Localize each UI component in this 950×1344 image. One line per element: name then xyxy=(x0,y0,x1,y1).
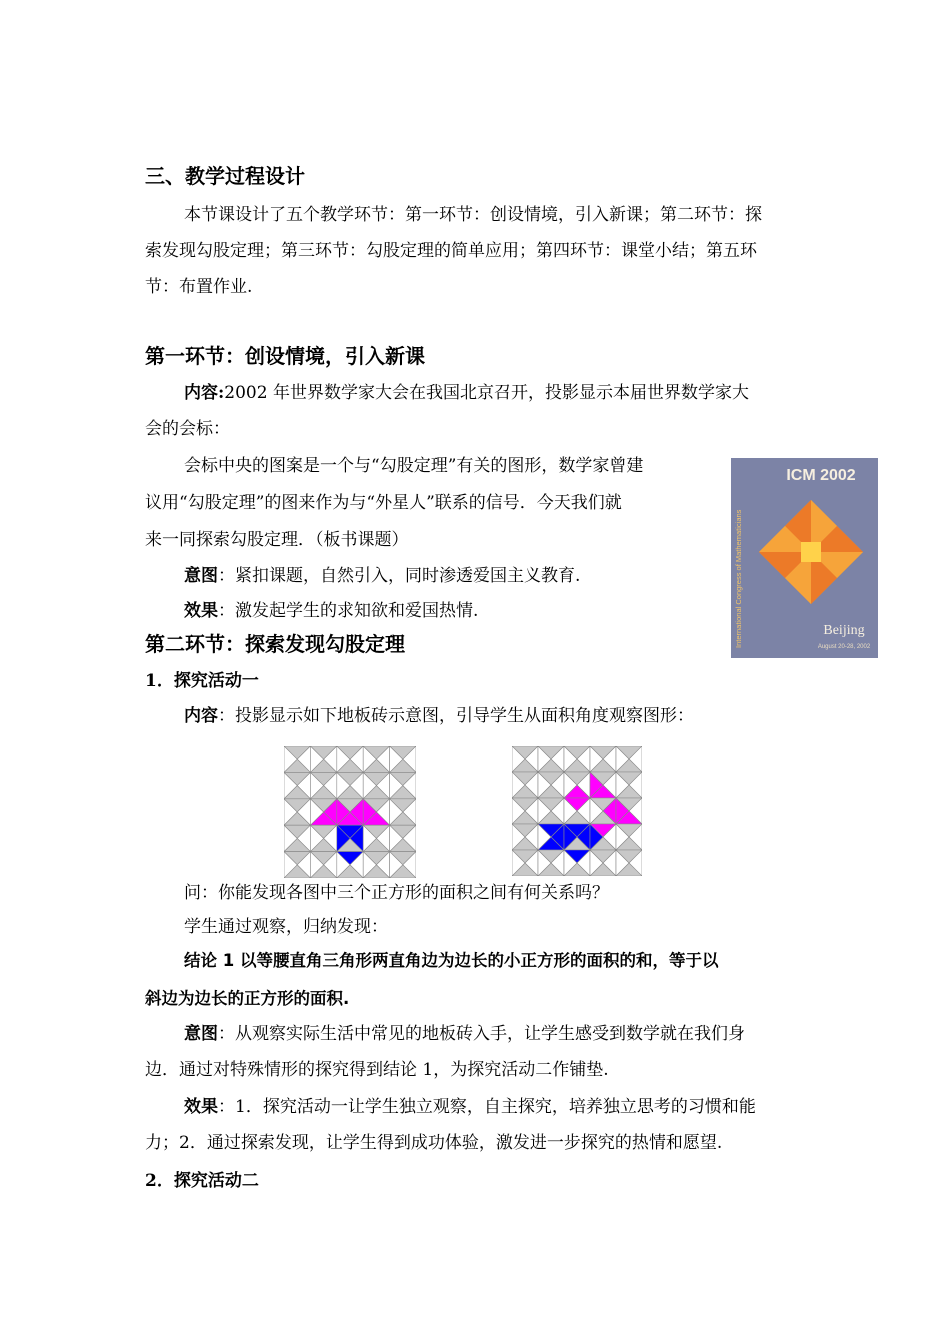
content-text: ：投影显示如下地板砖示意图，引导学生从面积角度观察图形： xyxy=(218,706,694,726)
part1-intent xyxy=(184,561,580,586)
part1-content-line2: 会的会标： xyxy=(145,419,230,439)
content-label: 内容: xyxy=(184,383,225,403)
intro-line-2: 索发现勾股定理；第三环节：勾股定理的简单应用；第四环节：课堂小结；第五环 xyxy=(145,241,757,261)
logo-side-text: International Congress of Mathematicians xyxy=(734,509,743,648)
part2-heading: 第二环节：探索发现勾股定理 xyxy=(145,632,405,656)
content-text: 2002 年世界数学家大会在我国北京召开，投影显示本届世界数学家大 xyxy=(224,383,749,403)
intent-label: 意图 xyxy=(184,566,218,586)
floor-tile-figure-1 xyxy=(284,746,416,878)
logo-title: ICM 2002 xyxy=(786,467,856,484)
conclusion-line-2: 斜边为边长的正方形的面积. xyxy=(145,989,350,1008)
effect-text: ：1．探究活动一让学生独立观察，自主探究，培养独立思考的习惯和能 xyxy=(218,1097,756,1117)
effect-label: 效果 xyxy=(184,601,218,621)
activity1-effect xyxy=(184,1092,756,1117)
logo-date: August 20-28, 2002 xyxy=(817,644,871,650)
logo-center-square xyxy=(801,542,821,562)
effect-label: 效果 xyxy=(184,1097,218,1117)
part1-desc-line-2: 议用“勾股定理”的图来作为与“外星人”联系的信号．今天我们就 xyxy=(145,493,622,513)
activity2-heading: 2．探究活动二 xyxy=(145,1171,259,1191)
activity1-heading: 1．探究活动一 xyxy=(145,671,259,691)
intro-line-1: 本节课设计了五个教学环节：第一环节：创设情境，引入新课；第二环节：探 xyxy=(184,205,762,225)
part1-effect xyxy=(184,596,478,621)
part1-desc-line-3: 来一同探索勾股定理．（板书课题） xyxy=(145,530,409,550)
floor-tile-figure-2 xyxy=(512,746,642,876)
content-label: 内容 xyxy=(184,706,218,726)
logo-city: Beijing xyxy=(823,623,865,638)
activity1-intent xyxy=(184,1019,745,1044)
question-text: 问：你能发现各图中三个正方形的面积之间有何关系吗？ xyxy=(184,883,609,903)
activity1-intent-line-2: 边．通过对特殊情形的探究得到结论 1，为探究活动二作铺垫. xyxy=(145,1060,609,1080)
observe-text: 学生通过观察，归纳发现： xyxy=(184,917,388,937)
activity1-content xyxy=(184,701,694,726)
part1-heading: 第一环节：创设情境，引入新课 xyxy=(145,344,425,368)
activity1-effect-line-2: 力；2．通过探索发现，让学生得到成功体验，激发进一步探究的热情和愿望. xyxy=(145,1133,723,1153)
icm-2002-logo-image xyxy=(731,458,878,658)
effect-text: ：激发起学生的求知欲和爱国热情. xyxy=(218,601,479,621)
conclusion-line-1: 结论 1 以等腰直角三角形两直角边为边长的小正方形的面积的和，等于以 xyxy=(184,951,719,970)
section-heading: 三、教学过程设计 xyxy=(145,164,305,188)
intent-label: 意图 xyxy=(184,1024,218,1044)
part1-desc-line-1: 会标中央的图案是一个与“勾股定理”有关的图形，数学家曾建 xyxy=(184,456,644,476)
part1-content xyxy=(184,378,749,403)
intro-line-3: 节：布置作业. xyxy=(145,277,253,297)
intent-text: ：从观察实际生活中常见的地板砖入手，让学生感受到数学就在我们身 xyxy=(218,1024,745,1044)
intent-text: ：紧扣课题，自然引入，同时渗透爱国主义教育. xyxy=(218,566,581,586)
